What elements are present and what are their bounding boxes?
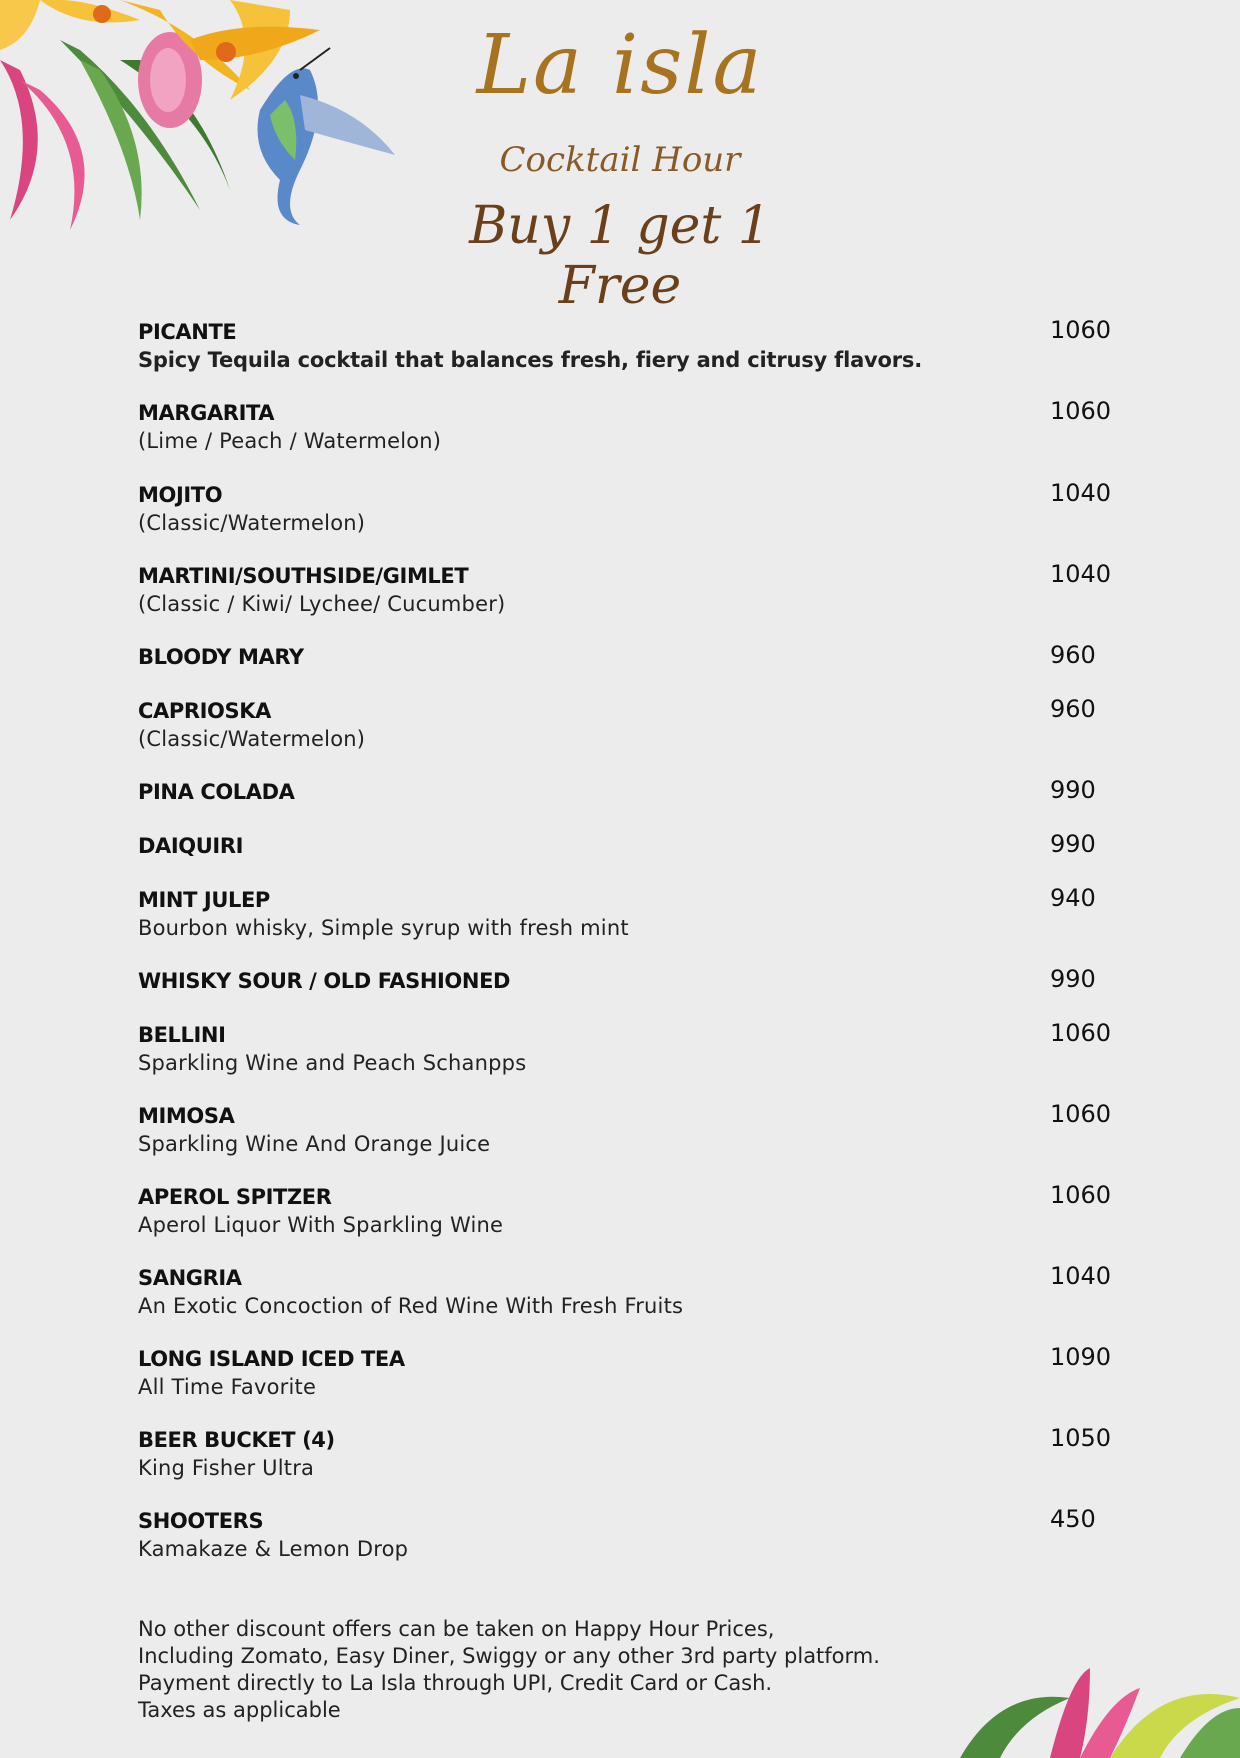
item-price: 1060 — [1050, 1181, 1112, 1209]
promo-offer: Buy 1 get 1 Free — [469, 196, 771, 316]
floral-hummingbird-illustration — [0, 0, 400, 240]
terms-note: Payment directly to La Isla through UPI, Credit Card or Cash. — [138, 1671, 773, 1695]
item-name: MARGARITA — [138, 401, 275, 425]
item-name: BLOODY MARY — [138, 645, 304, 669]
item-name: BEER BUCKET (4) — [138, 1428, 335, 1452]
menu-item — [138, 1343, 1112, 1401]
item-description: Kamakaze & Lemon Drop — [138, 1537, 409, 1561]
tropical-leaves-illustration — [940, 1668, 1240, 1758]
item-description: Aperol Liquor With Sparkling Wine — [138, 1213, 504, 1237]
item-price: 1060 — [1050, 1100, 1112, 1128]
item-name: PINA COLADA — [138, 780, 295, 804]
item-description: (Classic/Watermelon) — [138, 727, 366, 751]
item-price: 990 — [1050, 776, 1096, 804]
item-description: (Lime / Peach / Watermelon) — [138, 429, 442, 453]
item-price: 1060 — [1050, 1019, 1112, 1047]
item-description: All Time Favorite — [138, 1375, 317, 1399]
menu-item — [138, 1262, 1112, 1320]
menu-item — [138, 832, 1108, 860]
menu-item — [138, 778, 1108, 806]
item-price: 990 — [1050, 830, 1096, 858]
item-description: King Fisher Ultra — [138, 1456, 315, 1480]
menu-item — [138, 1507, 1108, 1563]
item-price: 990 — [1050, 965, 1096, 993]
menu-item — [138, 479, 1112, 537]
brand-logo: La isla — [476, 18, 764, 113]
item-price: 1050 — [1050, 1424, 1112, 1452]
terms-notes — [138, 1616, 938, 1724]
item-description: (Classic / Kiwi/ Lychee/ Cucumber) — [138, 592, 506, 616]
item-name: DAIQUIRI — [138, 834, 243, 858]
menu-item — [138, 560, 1112, 618]
item-price: 960 — [1050, 695, 1096, 723]
item-name: BELLINI — [138, 1023, 226, 1047]
item-price: 1040 — [1050, 479, 1112, 507]
terms-note: Including Zomato, Easy Diner, Swiggy or any other 3rd party platform. — [138, 1644, 880, 1668]
item-description: Sparkling Wine and Peach Schanpps — [138, 1051, 527, 1075]
menu-item — [138, 1424, 1112, 1482]
item-name: WHISKY SOUR / OLD FASHIONED — [138, 969, 511, 993]
menu-item — [138, 1100, 1112, 1158]
terms-note: Taxes as applicable — [138, 1698, 341, 1722]
item-price: 1060 — [1050, 397, 1112, 425]
item-name: MARTINI/SOUTHSIDE/GIMLET — [138, 564, 469, 588]
item-description: Sparkling Wine And Orange Juice — [138, 1132, 491, 1156]
item-name: APEROL SPITZER — [138, 1185, 332, 1209]
menu-item — [138, 1181, 1112, 1239]
item-name: SHOOTERS — [138, 1509, 264, 1533]
item-price: 1060 — [1050, 316, 1112, 344]
item-name: LONG ISLAND ICED TEA — [138, 1347, 405, 1371]
item-name: MINT JULEP — [138, 888, 270, 912]
terms-note: No other discount offers can be taken on Happy Hour Prices, — [138, 1617, 775, 1641]
menu-subtitle: Cocktail Hour — [499, 140, 741, 180]
item-price: 1090 — [1050, 1343, 1112, 1371]
item-name: PICANTE — [138, 320, 237, 344]
item-description: An Exotic Concoction of Red Wine With Fresh Fruits — [138, 1294, 684, 1318]
item-price: 450 — [1050, 1505, 1096, 1533]
menu-item — [138, 886, 1108, 942]
menu-item — [138, 967, 1108, 995]
item-description: (Classic/Watermelon) — [138, 511, 366, 535]
item-price: 940 — [1050, 884, 1096, 912]
item-description: Spicy Tequila cocktail that balances fresh, fiery and citrusy flavors. — [138, 348, 923, 372]
menu-item — [138, 1019, 1112, 1077]
menu-item — [138, 316, 1112, 374]
item-price: 1040 — [1050, 560, 1112, 588]
item-name: CAPRIOSKA — [138, 699, 271, 723]
menu-item — [138, 397, 1112, 455]
item-name: SANGRIA — [138, 1266, 242, 1290]
menu-item — [138, 697, 1108, 753]
menu-item — [138, 643, 1108, 671]
item-name: MIMOSA — [138, 1104, 235, 1128]
item-name: MOJITO — [138, 483, 223, 507]
item-price: 1040 — [1050, 1262, 1112, 1290]
item-price: 960 — [1050, 641, 1096, 669]
item-description: Bourbon whisky, Simple syrup with fresh mint — [138, 916, 629, 940]
